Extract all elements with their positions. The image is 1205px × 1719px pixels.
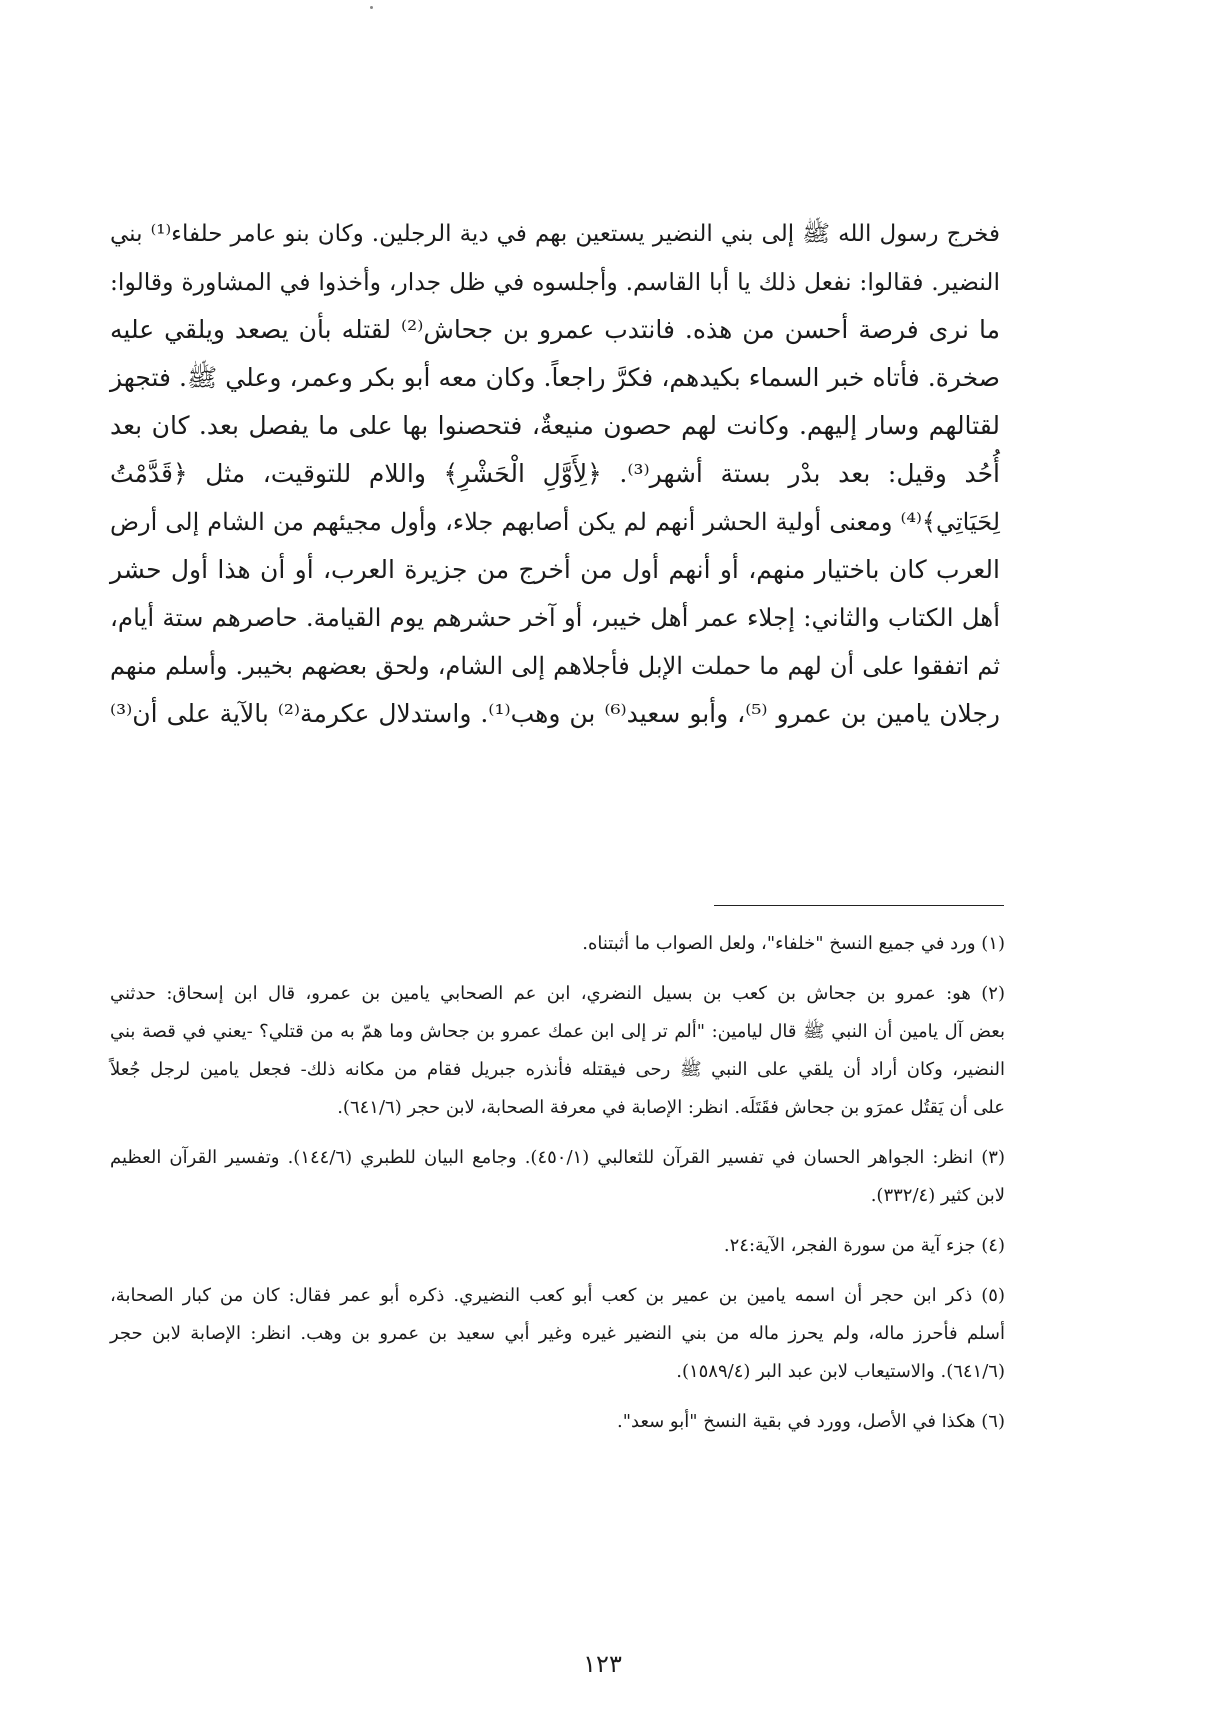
footnote-line: أسلم فأحرز ماله، ولم يحرز ماله من بني النضير غيره وغير أبي سعيد بن عمرو بن وهب. انظر: الإصابة لابن حجر: [110, 1323, 1005, 1344]
footnote-line: النضير، وكان أراد أن يلقي على النبي ﷺ رحى فيقتله فأنذره جبريل فقام من مكانه ذلك- فجعل يامين لرجل جُعلاً: [110, 1059, 1005, 1080]
footnote-line: (٤) جزء آية من سورة الفجر، الآية:٢٤.: [723, 1235, 1005, 1256]
page-number: ١٢٣: [583, 1650, 622, 1678]
main-text-line: أهل الكتاب والثاني: إجلاء عمر أهل خيبر، أو آخر حشرهم يوم القيامة. حاصرهم ستة أيام،: [110, 603, 1000, 632]
main-text-line: العرب كان باختيار منهم، أو أنهم أول من أخرج من جزيرة العرب، أو أن هذا أول حشر: [110, 555, 1000, 584]
main-text-line: رجلان يامين بن عمرو ⁽⁵⁾، وأبو سعيد⁽⁶⁾ بن وهب⁽¹⁾. واستدلال عكرمة⁽²⁾ بالآية على أن⁽³⁾: [110, 699, 1001, 728]
main-text-line: لِحَيَاتِي﴾⁽⁴⁾ ومعنى أولية الحشر أنهم لم يكن أصابهم جلاء، وأول مجيئهم من الشام إلى أرض: [110, 508, 1000, 536]
footnote-line: (٦٤١/٦). والاستيعاب لابن عبد البر (١٥٨٩/٤).: [676, 1361, 1005, 1382]
footnote-line: (٥) ذكر ابن حجر أن اسمه يامين بن عمير بن كعب أبو كعب النضيري. ذكره أبو عمر فقال: كان من كبار الصحابة،: [110, 1285, 1005, 1306]
footnote-5: [110, 1277, 1005, 1391]
footnote-line: لابن كثير (٣٣٢/٤).: [870, 1185, 1005, 1206]
footnote-line: (٣) انظر: الجواهر الحسان في تفسير القرآن للثعالبي (٤٥٠/١). وجامع البيان للطبري (١٤٤/٦). وتفسير القرآن العظيم: [110, 1147, 1005, 1168]
footnote-divider: [714, 905, 1004, 906]
main-text-line: فخرج رسول الله ﷺ إلى بني النضير يستعين بهم في دية الرجلين. وكان بنو عامر حلفاء⁽¹⁾ بني: [110, 221, 1000, 247]
footnote-line: (٢) هو: عمرو بن جحاش بن كعب بن بسيل النضري، ابن عم الصحابي يامين بن عمرو، قال ابن إسحاق: حدثني: [110, 983, 1005, 1004]
main-text-line: النضير. فقالوا: نفعل ذلك يا أبا القاسم. وأجلسوه في ظل جدار، وأخذوا في المشاورة وقالوا:: [110, 268, 1000, 296]
main-text-line: أُحُد وقيل: بعد بدْر بستة أشهر⁽³⁾. ﴿لِأَوَّلِ الْحَشْرِ﴾ واللام للتوقيت، مثل ﴿قَدَّمْتُ: [110, 459, 1000, 488]
main-text-block: [110, 210, 1000, 738]
footnote-line: على أن يَقتُل عمرَو بن جحاش فقَتَلَه. انظر: الإصابة في معرفة الصحابة، لابن حجر (٦٤١/٦).: [337, 1097, 1005, 1118]
main-text-line: صخرة. فأتاه خبر السماء بكيدهم، فكرَّ راجعاً. وكان معه أبو بكر وعمر، وعلي ﷺ. فتجهز: [110, 363, 1000, 392]
footnote-6: [110, 1403, 1005, 1441]
main-text-line: لقتالهم وسار إليهم. وكانت لهم حصون منيعةٌ، فتحصنوا بها على ما يفصل بعد. كان بعد: [110, 411, 1000, 440]
footnote-line: (٦) هكذا في الأصل، وورد في بقية النسخ "أبو سعد".: [617, 1411, 1005, 1432]
footnotes-block: [110, 925, 1005, 1453]
footnote-4: [110, 1227, 1005, 1265]
footnote-line: (١) ورد في جميع النسخ "خلفاء"، ولعل الصواب ما أثبتناه.: [582, 933, 1005, 954]
footnote-2: [110, 975, 1005, 1127]
scan-speck: [370, 6, 373, 9]
footnote-1: [110, 925, 1005, 963]
footnote-line: بعض آل يامين أن النبي ﷺ قال ليامين: "ألم تر إلى ابن عمك عمرو بن جحاش وما همّ به من قتلي؟ -يعني في قصة بني: [110, 1021, 1005, 1042]
main-text-line: ثم اتفقوا على أن لهم ما حملت الإبل فأجلاهم إلى الشام، ولحق بعضهم بخيبر. وأسلم منهم: [110, 652, 1000, 680]
main-text-line: ما نرى فرصة أحسن من هذه. فانتدب عمرو بن جحاش⁽²⁾ لقتله بأن يصعد ويلقي عليه: [110, 315, 1000, 344]
footnote-3: [110, 1139, 1005, 1215]
